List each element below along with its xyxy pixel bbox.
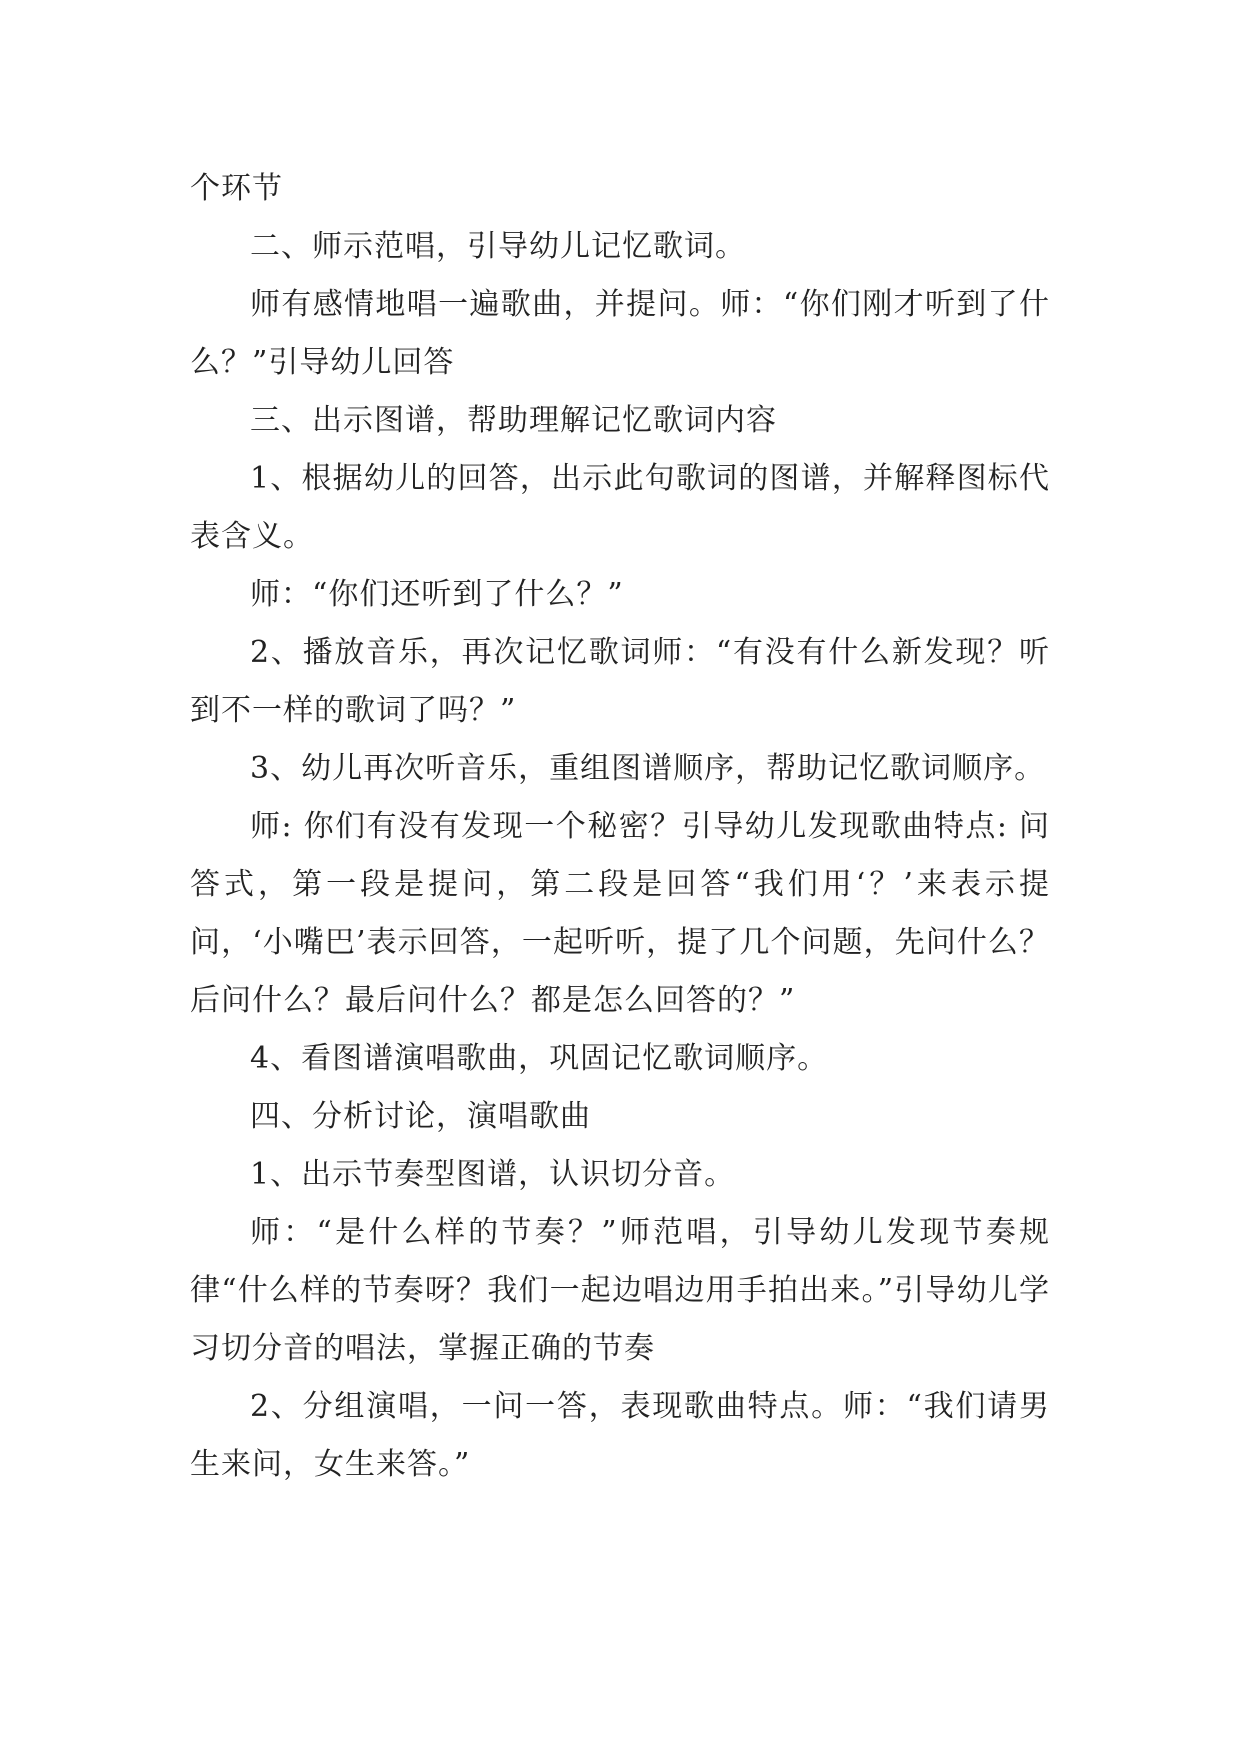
paragraph-9: 师: 你们有没有发现一个秘密？引导幼儿发现歌曲特点: 问答式，第一段是提问，第二段是回答“我们用‘？’来表示提问，‘小嘴巴’表示回答，一起听听，提了几个问题，先问什么？后问什么？最后问什么？都是怎么回答的？” — [190, 809, 1050, 1018]
paragraph-7: 2、播放音乐，再次记忆歌词师：“有没有什么新发现？听到不一样的歌词了吗？” — [190, 635, 1050, 728]
paragraph-12: 1、出示节奏型图谱，认识切分音。 — [250, 1157, 736, 1192]
paragraph-1: 个环节 — [190, 171, 283, 206]
paragraph-5: 1、根据幼儿的回答，出示此句歌词的图谱，并解释图标代表含义。 — [190, 461, 1050, 554]
paragraph-13: 师：“是什么样的节奏？”师范唱，引导幼儿发现节奏规律“什么样的节奏呀？我们一起边唱边用手拍出来。”引导幼儿学习切分音的唱法，掌握正确的节奏 — [190, 1215, 1050, 1366]
paragraph-10: 4、看图谱演唱歌曲，巩固记忆歌词顺序。 — [250, 1041, 829, 1076]
document-body — [190, 160, 1050, 1494]
paragraph-3: 师有感情地唱一遍歌曲，并提问。师：“你们刚才听到了什么？”引导幼儿回答 — [190, 287, 1050, 380]
paragraph-11: 四、分析讨论，演唱歌曲 — [250, 1099, 591, 1134]
paragraph-2: 二、师示范唱，引导幼儿记忆歌词。 — [250, 229, 746, 264]
paragraph-8: 3、幼儿再次听音乐，重组图谱顺序，帮助记忆歌词顺序。 — [250, 751, 1046, 786]
paragraph-14: 2、分组演唱，一问一答，表现歌曲特点。师：“我们请男生来问，女生来答。” — [190, 1389, 1050, 1482]
paragraph-6: 师：“你们还听到了什么？” — [250, 577, 624, 612]
paragraph-4: 三、出示图谱，帮助理解记忆歌词内容 — [250, 403, 777, 438]
